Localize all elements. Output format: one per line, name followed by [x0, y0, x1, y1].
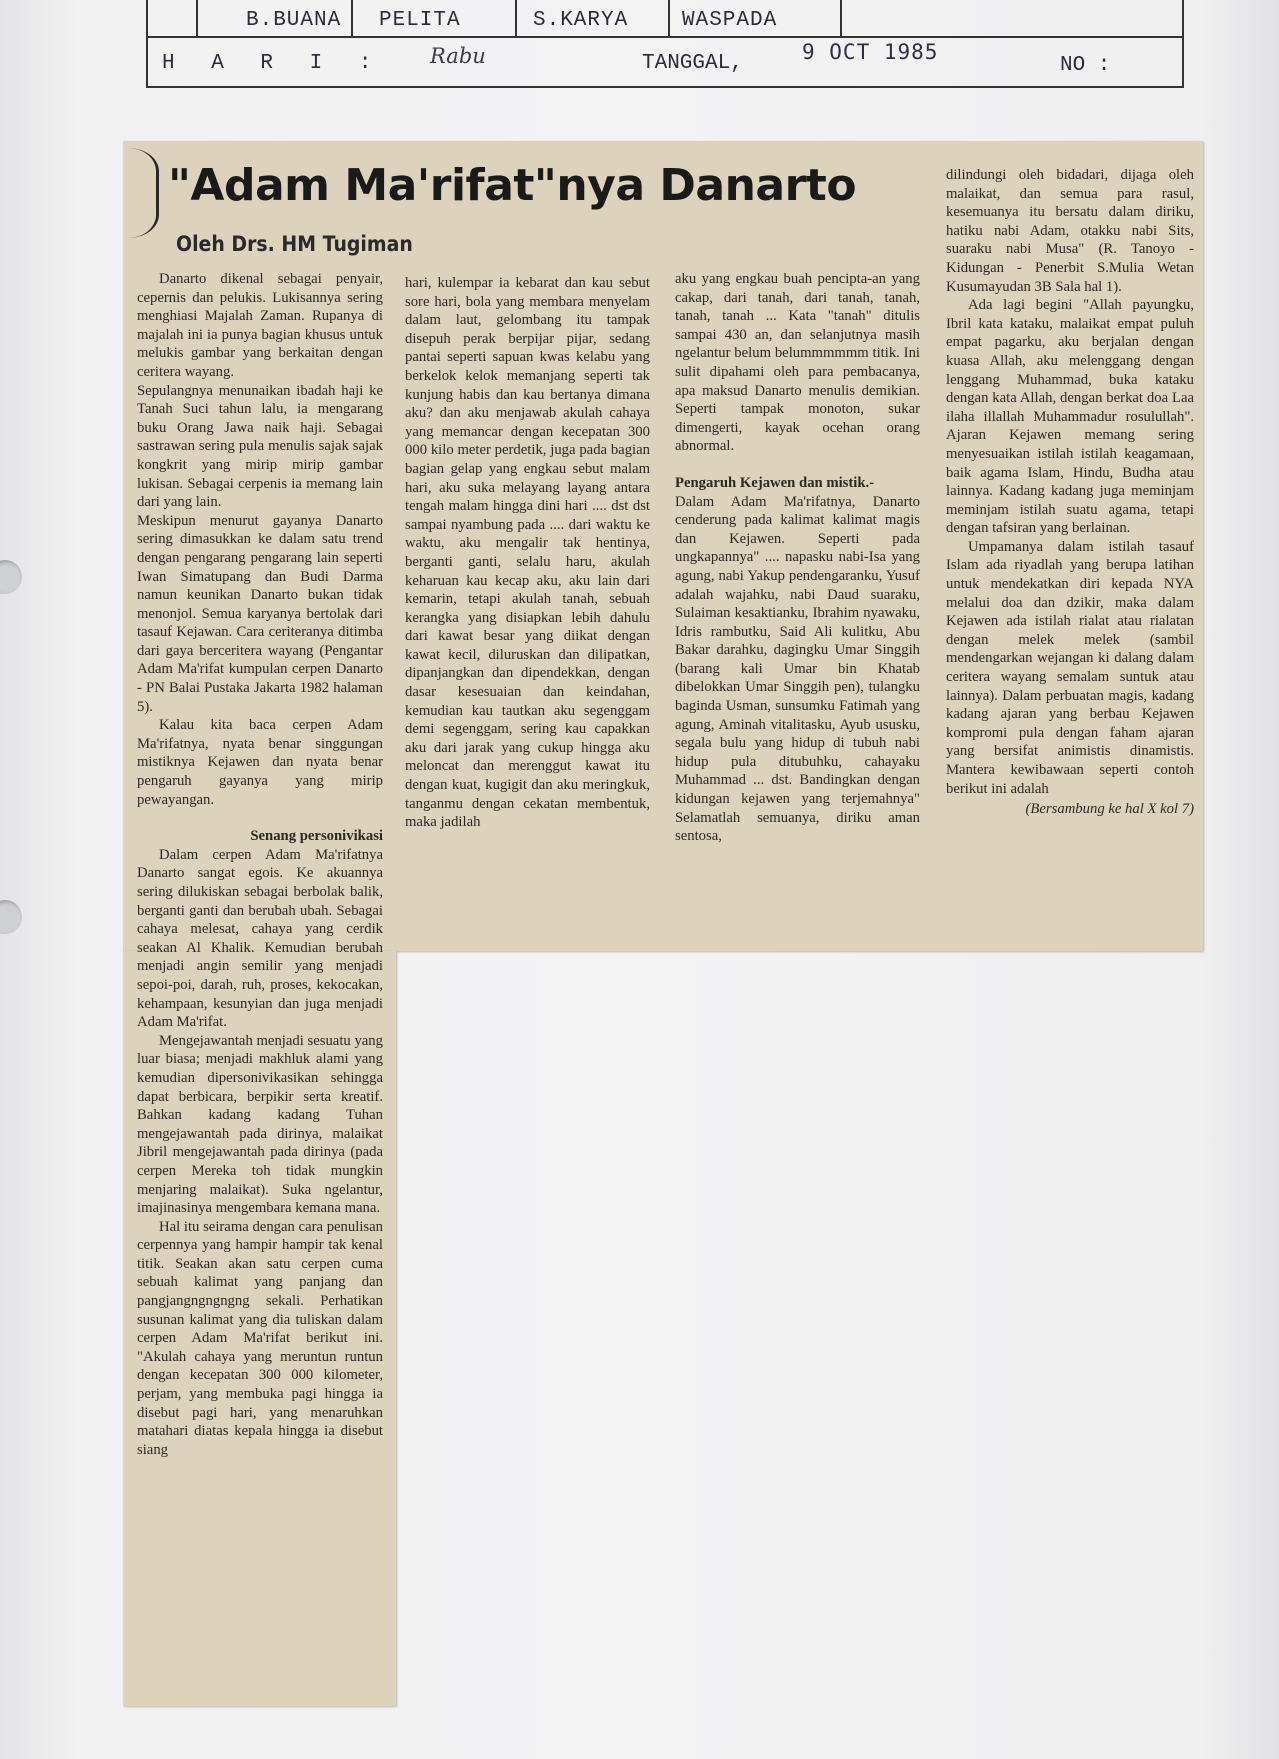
subheading: Pengaruh Kejawen dan mistik.- — [675, 474, 875, 491]
paragraph: hari, kulempar ia kebarat dan kau sebut sore hari, bola yang membara menyelam dalam laut, gelombang itu tampak disepuh perak berpijar pijar, sedang pantai seperti sapuan kwas kelabu yang berkelok kelok memanjang seperti tak kunjung habis dan kau bertanya dimana aku? dan aku menjawab akulah cahaya yang memancar dengan kecepatan 300 000 kilo meter perdetik, juga pada bagian bagian gelap yang engkau sebut malam hari, aku suka melayang layang antara tengah malam hingga dini hari .... dst dst sampai nyambung pada .... dari waktu ke waktu, aku mengalir tak hentinya, berganti ganti, selalu haru, akulah keharuan kau kecap aku, aku lain dari kemarin, tetapi akulah tanah, sebuah kerangka yang disiapkan lebih dahulu dari kawat besar yang diikat dengan kawat kecil, diluruskan dan dilipatkan, dipanjangkan dan dipendekkan, dengan dasar kesesuaian dan keindahan, kemudian kau tautkan aku segenggam demi segenggam, sering kau capakkan aku dari jarak yang cukup hingga aku meloncat dan merenggut kawat itu dengan kuat, kugigit dan aku meringkuk, tanganmu dengan cekatan membentuk, maka jadilah — [405, 275, 650, 831]
paragraph: Hal itu seirama dengan cara penulisan cerpennya yang hampir hampir tak kenal titik. Seakan akan satu cerpen cuma sebuah kalimat yang panjang dan pangjangngngngng sekali. Perhatikan susunan kalimat yang dia tuliskan dalam cerpen Adam Ma'rifat berikut ini. "Akulah cahaya yang meruntun runtun dengan kecepatan 300 000 kilometer, perjam, yang membuka pagi hingga ia disebut pagi hari, yang menaruhkan matahari diatas kepala hingga ia disebut siang — [137, 1218, 383, 1458]
subheading: Senang personivikasi — [250, 828, 383, 845]
article-title: "Adam Ma'rifat"nya Danarto — [168, 160, 857, 211]
tanggal-label: TANGGAL, — [642, 52, 743, 75]
article-column-2 — [405, 274, 650, 938]
paragraph: Sepulangnya menunaikan ibadah haji ke Tanah Suci tahun lalu, ia mengarang buku Orang Jawa naik haji. Sebagai sastrawan sering pula menulis sajak sajak kongkrit yang mirip mirip gambar lukisan. Sebagai cerpenis ia memang lain dari yang lain. — [137, 382, 383, 511]
paper-waspada: WASPADA — [670, 0, 842, 36]
tanggal-value: 9 OCT 1985 — [802, 40, 939, 64]
paragraph: Danarto dikenal sebagai penyair, cepernis dan pelukis. Lukisannya sering menghiasi Majalah Zaman. Rupanya di majalah ini ia punya bagian khusus untuk melukis gambar yang berkaitan dengan ceritera wayang. — [137, 271, 383, 380]
article-column-4 — [946, 166, 1194, 942]
paragraph: aku yang engkau buah pencipta-an yang cakap, dari tanah, dari tanah, tanah, tanah, tanah ... Kata "tanah" ditulis sampai 430 an, dan selanjutnya masih ngelantur belum belummmmmm titik. Ini sulit dipahami oleh para pembacanya, apa maksud Danarto menulis demikian. Seperti tampak monoton, sukar dimengerti, kayak ocehan orang abnormal. — [675, 271, 920, 455]
paper-karya: S.KARYA — [517, 0, 670, 36]
paragraph: Ada lagi begini "Allah payungku, Ibril kata kataku, malaikat empat puluh empat pagarku, aku berjalan dengan kuasa Allah, aku melenggang dengan lenggang Muhammad, buka kataku dengan kata Allah, dengan berkat doa Laa ilaha illallah Muhammadur rosulullah". Ajaran Kejawen memang sering menyesuaikan istilah istilah keagamaan, baik agama Islam, Hindu, Budha atau lainnya. Kadang kadang juga meminjam meminjam istilah suatu agama, tetapi dengan tafsiran yang berlainan. — [946, 297, 1194, 537]
paper-pelita: PELITA — [353, 0, 517, 36]
paragraph: Umpamanya dalam istilah tasauf Islam ada riyadlah yang berupa latihan untuk mendekatkan diri kepada NYA melalui doa dan dzikir, maka dalam Kejawen ada istilah rialat atau rialatan dengan melek melek (sambil mendengarkan wejangan ki dalang dalam ceritera wayang semalam suntuk atau lainnya). Dalam perbuatan magis, kadang kadang ajaran yang berbau Kejawen kompromi pula dengan faham ajaran yang bersifat animistis dinamistis. Mantera kewibawaan seperti contoh berikut ini adalah — [946, 538, 1194, 797]
paragraph: Meskipun menurut gayanya Danarto sering dimasukkan ke dalam satu trend dengan pengarang pengarang lain seperti Iwan Simatupang dan Budi Darma namun keunikan Danarto bukan tidak menonjol. Semua karyanya bertolak dari tasauf Kejawan. Cara ceriteranya ditimba dari gaya berceritera wayang (Pengantar Adam Ma'rifat kumpulan cerpen Danarto - PN Balai Pustaka Jakarta 1982 halaman 5). — [137, 512, 383, 715]
article-column-3 — [675, 270, 920, 938]
paragraph: Dalam cerpen Adam Ma'rifatnya Danarto sangat egois. Ke akuannya sering dilukiskan sebagai berbolak balik, berganti ganti dan berubah ubah. Sebagai cahaya melesat, cahaya yang cerdik seakan Al Khalik. Kemudian berubah menjadi angin semilir yang menjadi sepoi-poi, darah, ruh, proses, kekocakan, kehampaan, kesunyian dan juga menjadi Adam Ma'rifat. — [137, 846, 383, 1031]
paper-buana: B.BUANA — [198, 0, 353, 36]
hari-value: Rabu — [430, 44, 486, 68]
paragraph: dilindungi oleh bidadari, dijaga oleh malaikat, dan semua para rasul, kesemuanya itu bersatu dalam diriku, hatiku nabi Adam, otakku nabi Sits, suaraku nabi Musa" (R. Tanoyo - Kidungan - Penerbit S.Mulia Wetan Kusumayudan 3B Sala hal 1). — [946, 167, 1194, 295]
clipping-header-form — [146, 0, 1180, 88]
paragraph: Dalam Adam Ma'rifatnya, Danarto cenderung pada kalimat kalimat magis dan Kejawen. Seperti pada ungkapannya" .... napasku nabi-Isa yang agung, nabi Yakup pendengaranku, Yusuf adalah wajahku, nabi Daud suaraku, Sulaiman kesaktianku, Ibrahim nyawaku, Idris rambutku, Said Ali kulitku, Abu Bakar darahku, dagingku Umar Singgih (barang kali Umar bin Khatab dibelokkan Umar Singgih pen), tulangku baginda Usman, sunsumku Fatimah yang agung, Aminah vitalitasku, Ayub ususku, segala bulu yang hidup di tubuh nabi hidup pula ditubuhku, cahayaku Muhammad ... dst. Bandingkan dengan kidungan kejawen yang terjemahnya" Selamatlah semuanya, diriku aman sentosa, — [675, 493, 920, 845]
no-label: NO : — [1060, 54, 1111, 77]
paragraph: Kalau kita baca cerpen Adam Ma'rifatnya, nyata benar singgungan mistiknya Kejawen dan nyata benar pengaruh gayanya yang mirip pewayangan. — [137, 717, 383, 808]
bracket-mark — [128, 148, 159, 238]
date-row — [146, 36, 1184, 88]
blank-cell — [148, 0, 198, 36]
newspaper-list — [146, 0, 1184, 38]
continued-note: (Bersambung ke hal X kol 7) — [1025, 801, 1194, 818]
paragraph: Mengejawantah menjadi sesuatu yang luar biasa; menjadi makhluk alami yang kemudian dipersonivikasikan sehingga dapat berbicara, berpikir serta kreatif. Bahkan kadang kadang Tuhan mengejawantah pada dirinya, malaikat Jibril mengejawantah pada dirinya (pada cerpen Mereka toh tidak mungkin menjaring malaikat). Suka ngelantur, imajinasinya mengembara kemana mana. — [137, 1032, 383, 1217]
blank-cell — [842, 0, 1182, 36]
article-byline: Oleh Drs. HM Tugiman — [176, 232, 413, 256]
hari-label: H A R I : — [162, 52, 384, 75]
article-column-1 — [137, 270, 383, 1698]
